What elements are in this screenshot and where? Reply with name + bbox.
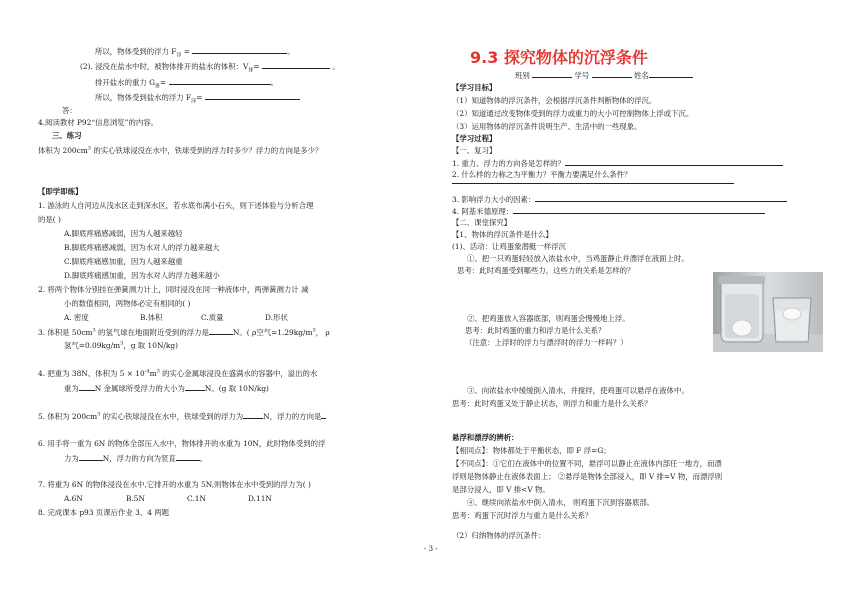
review-q3: 3. 影响浮力大小的因素： (452, 194, 787, 204)
q1-option-c: C.脚底疼痛感加重，因为人越来越重 (64, 257, 183, 266)
q1-line-a: 1. 游泳的人自河边从浅水区走到深水区，若水底布满小石头，则下述体验与分析合理 (38, 201, 314, 210)
q2-line-b: 小的数值相同，两物体必定有相同的( ) (64, 299, 191, 308)
goals-heading: 【学习目标】 (452, 83, 497, 92)
q2-option-d: D.形状 (265, 313, 288, 322)
think-1: 思考：此时鸡蛋受到哪些力，这些力的关系是怎样的？ (457, 266, 635, 275)
section-drill: 【即学即练】 (38, 187, 83, 196)
q2-line-a: 2. 将两个物体分别挂在弹簧测力计上，同时浸没在同一种液体中，两弹簧测力计 减 (38, 285, 309, 294)
step-1: ①、把一只鸡蛋轻轻放入浓盐水中，当鸡蛋静止并漂浮在液面上时。 (467, 254, 689, 263)
step-3: ③、向浓盐水中缓缓倒入清水，并搅拌，使鸡蛋可以悬浮在液体中。 (467, 386, 689, 395)
q4-line-a: 4. 把重为 38N、体积为 $5 \times 10^{-4}m^3$ 的实心金属球浸没在盛满水的容器中，溢出的水 (38, 368, 318, 378)
lesson-title: 9.3 探究物体的沉浮条件 (470, 48, 648, 67)
q3-line-a: 3. 体积是 $50cm^3$ 的氢气球在地面附近受到的浮力是 N。( ρ空气$=1.29kg/m^3$， ρ (38, 327, 330, 337)
think-4: 思考：鸡蛋下沉时浮力与重力是什么关系？ (452, 511, 593, 520)
think-3: 思考：此时鸡蛋又处于静止状态，则浮力和重力是什么关系？ (452, 399, 652, 408)
difference-line-1: 【不同点】：①它们在液体中的位置不同，悬浮可以静止在液体内部任一地方，而漂 (452, 459, 722, 468)
activity-title: (1)、活动：让鸡蛋象潜艇一样浮沉 (452, 242, 566, 251)
difference-line-2: 浮则是物体静止在液体表面上； ②悬浮是物体全部浸入，即 V 排=V 物，而漂浮则 (452, 472, 723, 481)
q3-line-b: 氢气$=0.09kg/m^3$，g 取 10N/kg) (64, 340, 178, 350)
similarity-line: 【相同点】：物体都处于平衡状态，即 F 浮=G； (452, 446, 611, 455)
q2-option-a: A. 密度 (64, 313, 89, 322)
student-info-row: 班别 学号 姓名 (515, 70, 693, 80)
q7-option-b: B.5N (126, 494, 145, 503)
egg-jar-illustration (713, 272, 823, 352)
review-q2-answer-line (452, 176, 734, 184)
q1-line-b: 的是( ) (38, 215, 61, 224)
q6-line-a: 6. 用手将一重为 6N 的物体全部压入水中，物体排开的水重为 10N，此时物体受到的浮 (38, 439, 326, 448)
q7-option-a: A.6N (64, 494, 83, 503)
q7-line: 7. 将重为 6N 的物体浸没在水中,它排开的水重为 5N,则物体在水中受到的浮力为( ) (38, 480, 311, 489)
summary-heading: （2）归纳物体的浮沉条件： (452, 531, 546, 540)
section-practice: 三、练习 (52, 131, 82, 140)
step-2: ②、把鸡蛋放入容器底部，则鸡蛋会慢慢地上浮。 (467, 314, 630, 323)
q1-option-a: A.脚底疼痛感减弱，因为人越来越轻 (64, 229, 183, 238)
goal-2: （2）知道通过改变物体受到的浮力或重力的大小可控制物体上浮或下沉。 (452, 109, 694, 118)
review-q2: 2. 什么样的力称之为平衡力？平衡力要满足什么条件？ (452, 170, 632, 179)
condition-heading: 【1、物体的浮沉条件是什么】 (452, 230, 553, 239)
q8-line: 8. 完成课本 p93 页课后作业 3、4 两题 (38, 508, 170, 517)
q5-line: 5. 体积为 $200cm^3$ 的实心铁球浸没在水中，铁球受到的浮力为 N，浮力的方向是 (38, 411, 326, 421)
answer-label: 答： (62, 106, 77, 115)
q2-option-c: C.质量 (201, 313, 224, 322)
goal-1: （1）知道物体的浮沉条件，会根据浮沉条件判断物体的浮沉。 (452, 96, 657, 105)
answer-line-2: (2). 浸没在盐水中时，被物体排开的盐水的体积：$V_排=$ 。 (80, 62, 340, 74)
answer-line-3: 排开盐水的重力 $G_排=$ 。 (95, 78, 278, 90)
review-q1: 1. 重力、浮力的方向各是怎样的？ (452, 158, 783, 168)
explore-heading: 【二、课堂探究】 (452, 218, 512, 227)
think-2: 思考：此时鸡蛋的重力和浮力是什么关系？ (465, 326, 606, 335)
goal-3: （3）运用物体的浮沉条件说明生产、生活中的一些现象。 (452, 122, 642, 131)
review-heading: 【一、复习】 (452, 146, 497, 155)
egg-jar-photo (713, 272, 823, 352)
process-heading: 【学习过程】 (452, 134, 497, 143)
q7-option-c: C.1N (187, 494, 206, 503)
q6-line-b: 力为 N，浮力的方向为竖直 。 (64, 454, 208, 463)
suspend-float-heading: 悬浮和漂浮的辨析： (452, 433, 519, 442)
think-2-note: （注意：上浮时的浮力与漂浮时的浮力一样吗？） (465, 338, 628, 347)
reading-task: 4.阅读教材 P92“信息浏览”的内容。 (38, 118, 159, 127)
q1-option-b: B.脚底疼痛感减弱，因为水对人的浮力越来越大 (64, 243, 220, 252)
page-number: - 3 - (424, 545, 438, 553)
q2-option-b: B.体积 (140, 313, 163, 322)
answer-line-1: 所以，物体受到的浮力 $F_浮$ = 。 (95, 47, 295, 59)
q4-line-b: 重为 N 金属球所受浮力的大小为 N。(g 取 10N/kg) (64, 384, 269, 393)
practice-question: 体积为 $200cm^3$ 的实心铁球浸没在水中，铁球受到的浮力时多少？浮力的方向是多少？ (38, 145, 323, 155)
step-4: ④、继续向浓盐水中倒入清水， 则鸡蛋下沉到容器底部。 (467, 498, 655, 507)
difference-line-3: 是部分浸入，即 V 排<V 物。 (452, 485, 550, 494)
review-q4: 4. 阿基米德原理： (452, 206, 765, 216)
answer-line-4: 所以，物体受到盐水的浮力 $F_浮=$ (95, 92, 300, 102)
q7-option-d: D.11N (248, 494, 272, 503)
q1-option-d: D.脚底疼痛感加重，因为水对人的浮力越来越小 (64, 271, 220, 280)
